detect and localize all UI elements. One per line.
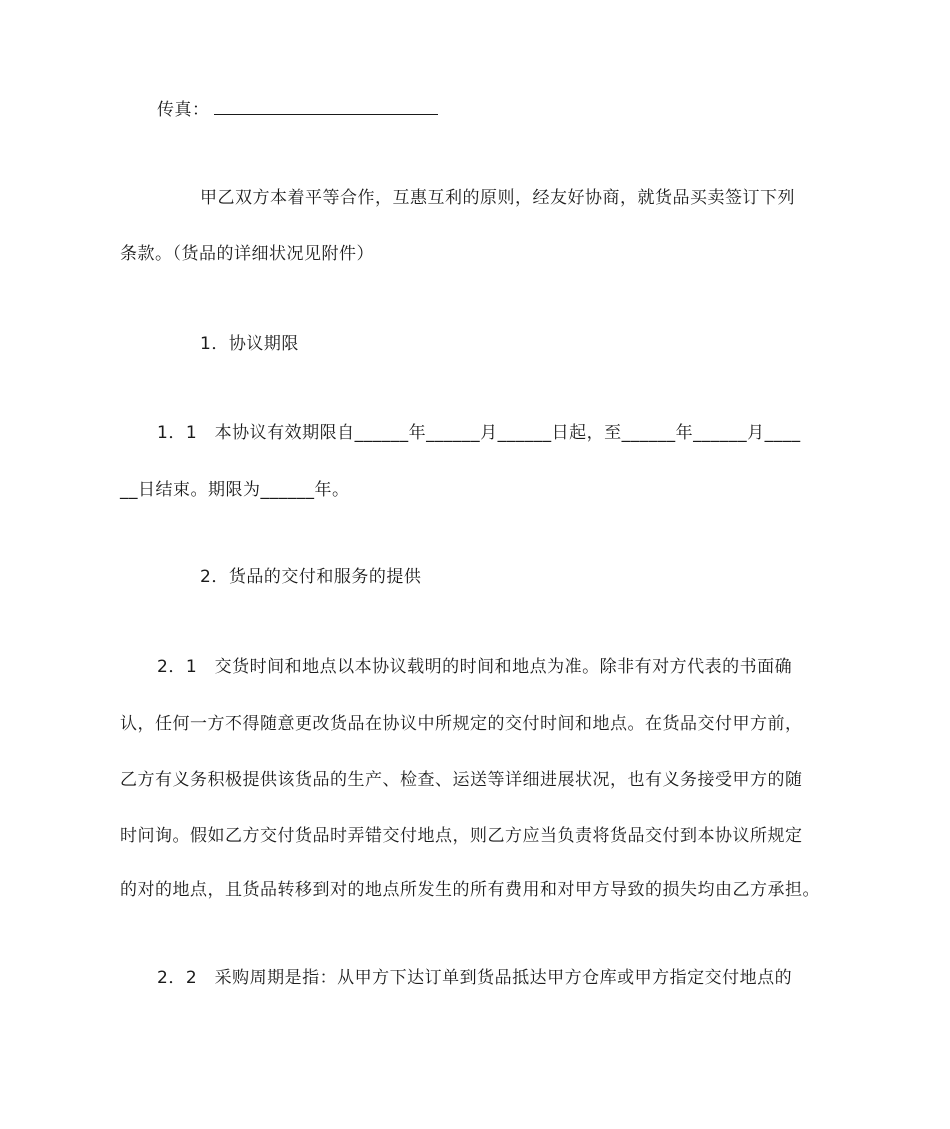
fax-blank-rule [214, 100, 438, 115]
clause-2-1-line-4: 时问询。假如乙方交付货品时弄错交付地点，则乙方应当负责将货品交付到本协议所规定 [120, 826, 803, 846]
intro-paragraph-line-1: 甲乙双方本着平等合作，互惠互利的原则，经友好协商，就货品买卖签订下列 [200, 188, 795, 208]
fax-line [157, 99, 438, 121]
section-2-heading: 2．货品的交付和服务的提供 [200, 567, 422, 587]
clause-1-1-line-1: 1．1 本协议有效期限自______年______月______日起，至______年______月____ [157, 423, 801, 443]
clause-2-1-line-5: 的对的地点，且货品转移到对的地点所发生的所有费用和对甲方导致的损失均由乙方承担。 [120, 880, 820, 900]
clause-1-1-line-2: __日结束。期限为______年。 [120, 480, 350, 500]
section-1-heading: 1．协议期限 [200, 334, 299, 354]
clause-2-1-line-2: 认，任何一方不得随意更改货品在协议中所规定的交付时间和地点。在货品交付甲方前， [120, 714, 803, 734]
fax-label: 传真： [157, 100, 210, 120]
clause-2-1-line-1: 2．1 交货时间和地点以本协议载明的时间和地点为准。除非有对方代表的书面确 [157, 657, 793, 677]
clause-2-1-line-3: 乙方有义务积极提供该货品的生产、检查、运送等详细进展状况，也有义务接受甲方的随 [120, 770, 803, 790]
intro-paragraph-line-2: 条款。（货品的详细状况见附件） [120, 244, 374, 264]
clause-2-2-line-1: 2．2 采购周期是指：从甲方下达订单到货品抵达甲方仓库或甲方指定交付地点的 [157, 968, 793, 988]
